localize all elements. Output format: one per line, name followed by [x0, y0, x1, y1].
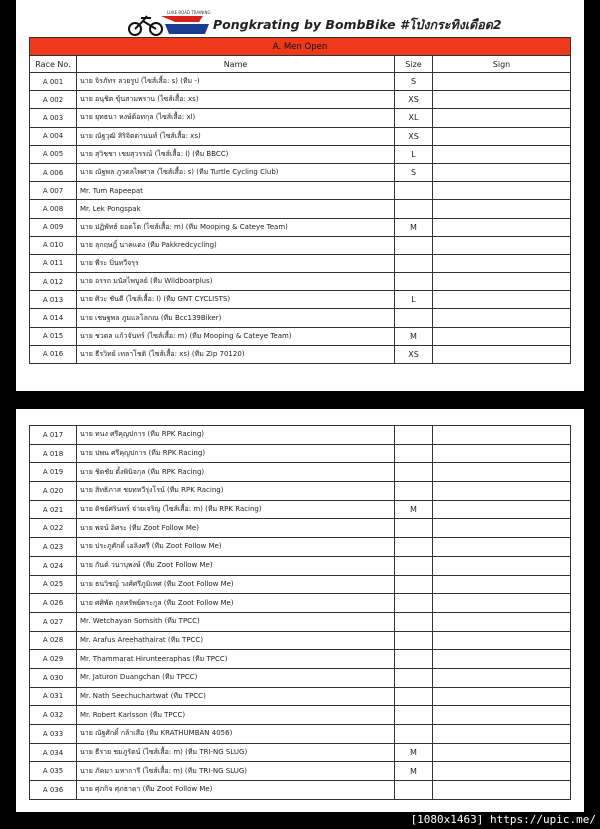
name-cell: นาย เชษฐพล ภูมแลโลกณ (ทีม Bcc139Biker) — [77, 309, 395, 327]
table-row — [30, 650, 571, 669]
name-cell: นาย อนุชิต ขุ้นสามพราน (ไซส์เสื้อ: xs) — [77, 91, 395, 109]
size-cell — [395, 706, 433, 725]
document-header — [16, 7, 584, 37]
race-number-cell: A 001 — [30, 73, 77, 91]
race-number-cell: A 019 — [30, 463, 77, 482]
sign-cell — [433, 163, 571, 181]
race-number-cell: A 027 — [30, 612, 77, 631]
name-cell: นาย ปฏิพัทธ์ ยอดโต (ไซส์เสื้อ: m) (ทีม Mooping & Cateye Team) — [77, 218, 395, 236]
race-number-cell: A 029 — [30, 650, 77, 669]
column-header-sign: Sign — [433, 56, 571, 73]
table-row — [30, 444, 571, 463]
race-number-cell: A 003 — [30, 109, 77, 127]
sign-cell — [433, 687, 571, 706]
table-row — [30, 463, 571, 482]
table-row — [30, 594, 571, 613]
name-cell: นาย ชวดล แก้วจันทร์ (ไซส์เสื้อ: m) (ทีม Mooping & Cateye Team) — [77, 327, 395, 345]
sign-cell — [433, 218, 571, 236]
table-row — [30, 519, 571, 538]
sign-cell — [433, 556, 571, 575]
name-cell: นาย ยุทธนา หงษ์ต้อทกุล (ไซส์เสื้อ: xl) — [77, 109, 395, 127]
sign-cell — [433, 650, 571, 669]
size-cell: M — [395, 500, 433, 519]
race-number-cell: A 035 — [30, 762, 77, 781]
race-number-cell: A 017 — [30, 426, 77, 445]
name-cell: Mr. Nath Seechuchartwat (ทีม TPCC) — [77, 687, 395, 706]
name-cell: นาย สุวิชชา เชยสุวรรณ์ (ไซส์เสื้อ: l) (ทีม BBCC) — [77, 145, 395, 163]
size-cell — [395, 236, 433, 254]
race-number-cell: A 033 — [30, 725, 77, 744]
table-row — [30, 706, 571, 725]
sign-cell — [433, 612, 571, 631]
size-cell: XS — [395, 345, 433, 363]
name-cell: นาย ธีราย ชมภูรัตน์ (ไซส์เสื้อ: m) (ทีม TRI-NG SLUG) — [77, 743, 395, 762]
column-header-size: Size — [395, 56, 433, 73]
size-cell: M — [395, 762, 433, 781]
table-row — [30, 145, 571, 163]
table-row — [30, 254, 571, 272]
size-cell — [395, 426, 433, 445]
name-cell: นาย ดิชย์ศรินทร์ จ่ายเจริญ (ไซส์เสื้อ: m) (ทีม RPK Racing) — [77, 500, 395, 519]
sign-cell — [433, 254, 571, 272]
table-row — [30, 538, 571, 557]
race-number-cell: A 021 — [30, 500, 77, 519]
start-list-table-1 — [29, 37, 571, 364]
sign-cell — [433, 482, 571, 501]
sign-cell — [433, 145, 571, 163]
table-row — [30, 556, 571, 575]
size-cell — [395, 668, 433, 687]
size-cell — [395, 254, 433, 272]
sign-cell — [433, 463, 571, 482]
size-cell — [395, 631, 433, 650]
table-row — [30, 725, 571, 744]
race-number-cell: A 032 — [30, 706, 77, 725]
name-cell: นาย พจน์ อิศระ (ทีม Zoot Follow Me) — [77, 519, 395, 538]
size-cell — [395, 650, 433, 669]
name-cell: Mr. Lek Pongspak — [77, 200, 395, 218]
size-cell: XS — [395, 91, 433, 109]
table-row — [30, 273, 571, 291]
table-row — [30, 182, 571, 200]
race-number-cell: A 007 — [30, 182, 77, 200]
document-page-1 — [16, 0, 584, 391]
table-row — [30, 73, 571, 91]
sign-cell — [433, 594, 571, 613]
sign-cell — [433, 127, 571, 145]
name-cell: นาย ณัฐพล ภูวดลไพศาล (ไซส์เสื้อ: s) (ทีม Turtle Cycling Club) — [77, 163, 395, 181]
name-cell: Mr. Arafus Areehathairat (ทีม TPCC) — [77, 631, 395, 650]
sign-cell — [433, 444, 571, 463]
name-cell: นาย กันต์ วนาบุพงษ์ (ทีม Zoot Follow Me) — [77, 556, 395, 575]
sign-cell — [433, 743, 571, 762]
race-number-cell: A 034 — [30, 743, 77, 762]
size-cell — [395, 612, 433, 631]
race-number-cell: A 011 — [30, 254, 77, 272]
race-number-cell: A 036 — [30, 781, 77, 800]
team-logo — [123, 10, 213, 38]
sign-cell — [433, 73, 571, 91]
sign-cell — [433, 236, 571, 254]
table-row — [30, 291, 571, 309]
name-cell: นาย ณัฐศักดิ์ กล้าเสือ (ทีม KRATHUMBAN 4056) — [77, 725, 395, 744]
column-header-name: Name — [77, 56, 395, 73]
size-cell — [395, 575, 433, 594]
sign-cell — [433, 273, 571, 291]
sign-cell — [433, 291, 571, 309]
category-bar: A. Men Open — [30, 38, 571, 56]
name-cell: Mr. Jaturon Duangchan (ทีม TPCC) — [77, 668, 395, 687]
size-cell — [395, 444, 433, 463]
race-number-cell: A 012 — [30, 273, 77, 291]
race-number-cell: A 013 — [30, 291, 77, 309]
table-row — [30, 309, 571, 327]
name-cell: นาย ธีรวิทย์ เทลาโชติ (ไซส์เสื้อ: xs) (ทีม Zip 70120) — [77, 345, 395, 363]
race-number-cell: A 020 — [30, 482, 77, 501]
race-number-cell: A 006 — [30, 163, 77, 181]
name-cell: นาย ณัฐวุฒิ สิริจิตตานนท์ (ไซส์เสื้อ: xs) — [77, 127, 395, 145]
sign-cell — [433, 706, 571, 725]
size-cell: L — [395, 145, 433, 163]
table-row — [30, 687, 571, 706]
race-number-cell: A 023 — [30, 538, 77, 557]
size-cell: M — [395, 218, 433, 236]
size-cell — [395, 556, 433, 575]
name-cell: นาย สิทธิภาส ชยทหวีรุ่งโรน์ (ทีม RPK Racing) — [77, 482, 395, 501]
race-number-cell: A 030 — [30, 668, 77, 687]
race-number-cell: A 016 — [30, 345, 77, 363]
document-page-2 — [16, 409, 584, 812]
sign-cell — [433, 200, 571, 218]
name-cell: Mr. Wetchayan Somsith (ทีม TPCC) — [77, 612, 395, 631]
logo-text: LUKE ROAD TRAINING — [167, 10, 211, 15]
name-cell: นาย อรรถ มนัสไพบูลย์ (ทีม Wildboarplus) — [77, 273, 395, 291]
size-cell — [395, 273, 433, 291]
race-number-cell: A 018 — [30, 444, 77, 463]
size-cell — [395, 182, 433, 200]
sign-cell — [433, 327, 571, 345]
name-cell: Mr. Robert Karlsson (ทีม TPCC) — [77, 706, 395, 725]
race-number-cell: A 004 — [30, 127, 77, 145]
size-cell — [395, 200, 433, 218]
race-number-cell: A 009 — [30, 218, 77, 236]
name-cell: Mr. Thammarat Hirunteeraphas (ทีม TPCC) — [77, 650, 395, 669]
table-row — [30, 91, 571, 109]
name-cell: นาย ศศิพัต กุลทรัพย์ตระกูล (ทีม Zoot Follow Me) — [77, 594, 395, 613]
table-row — [30, 345, 571, 363]
size-cell — [395, 781, 433, 800]
size-cell — [395, 482, 433, 501]
race-number-cell: A 005 — [30, 145, 77, 163]
size-cell — [395, 519, 433, 538]
race-number-cell: A 022 — [30, 519, 77, 538]
table-row — [30, 218, 571, 236]
race-number-cell: A 024 — [30, 556, 77, 575]
size-cell: M — [395, 327, 433, 345]
sign-cell — [433, 500, 571, 519]
name-cell: นาย ปพน ศรีคุญปการ (ทีม RPK Racing) — [77, 444, 395, 463]
race-number-cell: A 010 — [30, 236, 77, 254]
sign-cell — [433, 309, 571, 327]
size-cell: S — [395, 73, 433, 91]
name-cell: นาย ลุกฤษฎิ์ นาคแดง (ทีม Pakkredcycling) — [77, 236, 395, 254]
table-row — [30, 426, 571, 445]
sign-cell — [433, 182, 571, 200]
sign-cell — [433, 426, 571, 445]
watermark: [1080x1463] https://upic.me/ — [410, 813, 596, 826]
size-cell: XL — [395, 109, 433, 127]
name-cell: Mr. Tum Rapeepat — [77, 182, 395, 200]
size-cell — [395, 594, 433, 613]
table-row — [30, 200, 571, 218]
table-row — [30, 482, 571, 501]
table-row — [30, 163, 571, 181]
size-cell — [395, 687, 433, 706]
sign-cell — [433, 762, 571, 781]
sign-cell — [433, 538, 571, 557]
table-row — [30, 762, 571, 781]
table-row — [30, 743, 571, 762]
table-row — [30, 127, 571, 145]
name-cell: นาย ธนวิชญ์ วงศ์ศรีภูมิเทศ (ทีม Zoot Follow Me) — [77, 575, 395, 594]
sign-cell — [433, 631, 571, 650]
size-cell — [395, 725, 433, 744]
sign-cell — [433, 725, 571, 744]
table-row — [30, 500, 571, 519]
name-cell: นาย จิรภัทร ลวยรูป (ไซส์เสื้อ: s) (ทีม -) — [77, 73, 395, 91]
table-row — [30, 781, 571, 800]
race-number-cell: A 014 — [30, 309, 77, 327]
size-cell: M — [395, 743, 433, 762]
race-number-cell: A 026 — [30, 594, 77, 613]
name-cell: นาย ศุภกิจ ศุภธาดา (ทีม Zoot Follow Me) — [77, 781, 395, 800]
sign-cell — [433, 345, 571, 363]
name-cell: นาย ทนง ศรีคุญปการ (ทีม RPK Racing) — [77, 426, 395, 445]
race-number-cell: A 002 — [30, 91, 77, 109]
column-header-race-no: Race No. — [30, 56, 77, 73]
sign-cell — [433, 109, 571, 127]
table-row — [30, 612, 571, 631]
name-cell: นาย ศิวะ ชันตี (ไซส์เสื้อ: l) (ทีม GNT CYCLISTS) — [77, 291, 395, 309]
race-number-cell: A 031 — [30, 687, 77, 706]
race-number-cell: A 028 — [30, 631, 77, 650]
size-cell: S — [395, 163, 433, 181]
name-cell: นาย พีระ ปิ่นทวีจรุร — [77, 254, 395, 272]
table-row — [30, 668, 571, 687]
table-row — [30, 236, 571, 254]
name-cell: นาย ภัคมา มหาการี (ไซส์เสื้อ: m) (ทีม TRI-NG SLUG) — [77, 762, 395, 781]
page-title: Pongkrating by BombBike #โป่งกระทิงเดือด2 — [213, 17, 502, 32]
size-cell — [395, 309, 433, 327]
race-number-cell: A 025 — [30, 575, 77, 594]
table-row — [30, 575, 571, 594]
sign-cell — [433, 91, 571, 109]
sign-cell — [433, 519, 571, 538]
name-cell: นาย ชิดชัย ตั้งพินิจกุล (ทีม RPK Racing) — [77, 463, 395, 482]
size-cell — [395, 463, 433, 482]
size-cell: XS — [395, 127, 433, 145]
start-list-table-2 — [29, 425, 571, 800]
table-row — [30, 327, 571, 345]
race-number-cell: A 015 — [30, 327, 77, 345]
sign-cell — [433, 668, 571, 687]
size-cell: L — [395, 291, 433, 309]
table-row — [30, 109, 571, 127]
size-cell — [395, 538, 433, 557]
sign-cell — [433, 781, 571, 800]
race-number-cell: A 008 — [30, 200, 77, 218]
table-row — [30, 631, 571, 650]
name-cell: นาย ประภูศักดิ์ เอลิงศรี (ทีม Zoot Follow Me) — [77, 538, 395, 557]
sign-cell — [433, 575, 571, 594]
